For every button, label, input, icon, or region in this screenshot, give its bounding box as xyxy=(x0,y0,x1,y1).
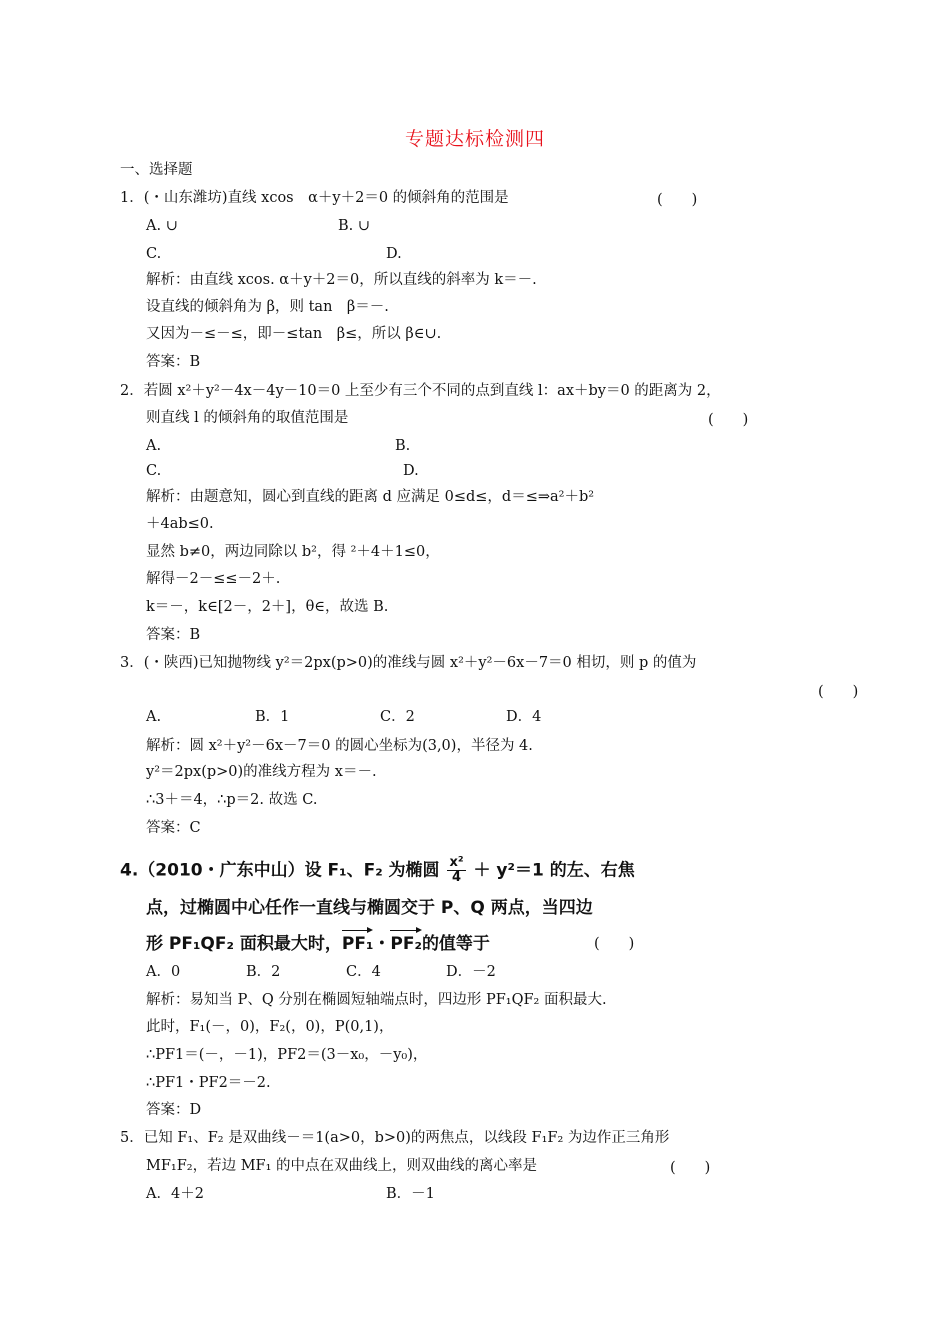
q4-stem-2: 点，过椭圆中心任作一直线与椭圆交于 P、Q 两点，当四边 xyxy=(146,898,593,918)
q1-answer-paren: ( ) xyxy=(657,192,698,208)
document-title: 专题达标检测四 xyxy=(404,128,545,150)
q1-solution-2: 设直线的倾斜角为 β，则 tan β＝－. xyxy=(146,299,389,315)
q3-answer-paren: ( ) xyxy=(818,684,859,700)
q5-option-a: A．4＋2 xyxy=(146,1186,204,1202)
q3-option-a: A. xyxy=(146,709,162,725)
q4-option-d: D．－2 xyxy=(446,964,496,980)
q4-stem-b: ＋ y²＝1 的左、右焦 xyxy=(473,860,635,881)
dot-product-operator: ・ xyxy=(373,934,391,954)
q4-answer: 答案：D xyxy=(146,1102,202,1118)
q2-option-b: B. xyxy=(395,438,411,454)
q3-solution-3: ∴3＋＝4，∴p＝2. 故选 C. xyxy=(146,792,318,808)
q2-solution-3: 显然 b≠0，两边同除以 b²，得 ²＋4＋1≤0， xyxy=(146,544,440,560)
q1-solution-1: 解析：由直线 xcos. α＋y＋2＝0，所以直线的斜率为 k＝－. xyxy=(146,272,537,288)
q3-option-b: B．1 xyxy=(255,709,290,725)
q4-solution-3: ∴PF1＝(－，－1)，PF2＝(3－x₀，－y₀)， xyxy=(146,1047,428,1063)
q4-option-c: C．4 xyxy=(346,964,381,980)
q4-option-a: A．0 xyxy=(146,964,181,980)
q1-stem: 1．(・山东潍坊)直线 xcos α＋y＋2＝0 的倾斜角的范围是 xyxy=(120,190,509,206)
q2-solution-5: k＝－，k∈[2－，2＋]，θ∈，故选 B. xyxy=(146,599,389,615)
q3-answer: 答案：C xyxy=(146,820,201,836)
q3-option-c: C．2 xyxy=(380,709,415,725)
q2-stem-2: 则直线 l 的倾斜角的取值范围是 xyxy=(146,410,349,426)
q3-solution-2: y²＝2px(p>0)的准线方程为 x＝－. xyxy=(146,764,377,780)
q5-stem: 5．已知 F₁、F₂ 是双曲线－＝1(a>0，b>0)的两焦点，以线段 F₁F₂ 为边作正三角形 xyxy=(120,1130,670,1146)
q4-stem-3 xyxy=(146,928,490,954)
q5-stem-2: MF₁F₂，若边 MF₁ 的中点在双曲线上，则双曲线的离心率是 xyxy=(146,1158,538,1174)
q2-option-d: D. xyxy=(403,463,419,479)
q1-option-d: D. xyxy=(386,246,402,262)
q3-option-d: D．4 xyxy=(506,709,542,725)
q2-solution-2: ＋4ab≤0. xyxy=(146,516,214,532)
q2-solution-1: 解析：由题意知，圆心到直线的距离 d 应满足 0≤d≤，d＝≤⇒a²＋b² xyxy=(146,489,595,505)
q4-solution-1: 解析：易知当 P、Q 分别在椭圆短轴端点时，四边形 PF₁QF₂ 面积最大. xyxy=(146,992,607,1008)
q4-stem-3b: 的值等于 xyxy=(421,934,490,954)
q1-option-a: A. ∪ xyxy=(146,218,178,234)
q1-answer: 答案：B xyxy=(146,354,201,370)
fraction-numerator: x² xyxy=(449,855,464,870)
q4-stem-3a: 形 PF₁QF₂ 面积最大时， xyxy=(146,934,342,954)
q1-option-b: B. ∪ xyxy=(338,218,371,234)
vector-pf2: PF₂ xyxy=(390,928,422,954)
q1-option-c: C. xyxy=(146,246,162,262)
q2-option-a: A. xyxy=(146,438,162,454)
q2-answer: 答案：B xyxy=(146,627,201,643)
q5-answer-paren: ( ) xyxy=(670,1160,711,1176)
q4-solution-4: ∴PF1・PF2＝－2. xyxy=(146,1075,271,1091)
q2-solution-4: 解得－2－≤≤－2＋. xyxy=(146,571,281,587)
q4-answer-paren: ( ) xyxy=(594,936,635,952)
q3-stem: 3．(・陕西)已知抛物线 y²＝2px(p>0)的准线与圆 x²＋y²－6x－7＝0 相切，则 p 的值为 xyxy=(120,655,697,671)
q2-option-c: C. xyxy=(146,463,162,479)
vector-pf1: PF₁ xyxy=(342,928,374,954)
q2-stem: 2．若圆 x²＋y²－4x－4y－10＝0 上至少有三个不同的点到直线 l：ax＋by＝0 的距离为 2， xyxy=(120,383,721,399)
q4-solution-2: 此时，F₁(－，0)，F₂(，0)，P(0,1)， xyxy=(146,1019,394,1035)
q2-answer-paren: ( ) xyxy=(708,412,749,428)
section-heading: 一、选择题 xyxy=(120,162,193,178)
ellipse-fraction xyxy=(447,856,465,885)
q1-solution-3: 又因为－≤－≤，即－≤tan β≤，所以 β∈∪. xyxy=(146,326,442,342)
q3-solution-1: 解析：圆 x²＋y²－6x－7＝0 的圆心坐标为(3,0)，半径为 4. xyxy=(146,738,533,754)
q5-option-b: B．－1 xyxy=(386,1186,435,1202)
fraction-denominator: 4 xyxy=(452,870,462,885)
q4-stem-a: 4.（2010・广东中山）设 F₁、F₂ 为椭圆 xyxy=(120,860,440,881)
q4-option-b: B．2 xyxy=(246,964,281,980)
q4-stem xyxy=(120,856,635,885)
